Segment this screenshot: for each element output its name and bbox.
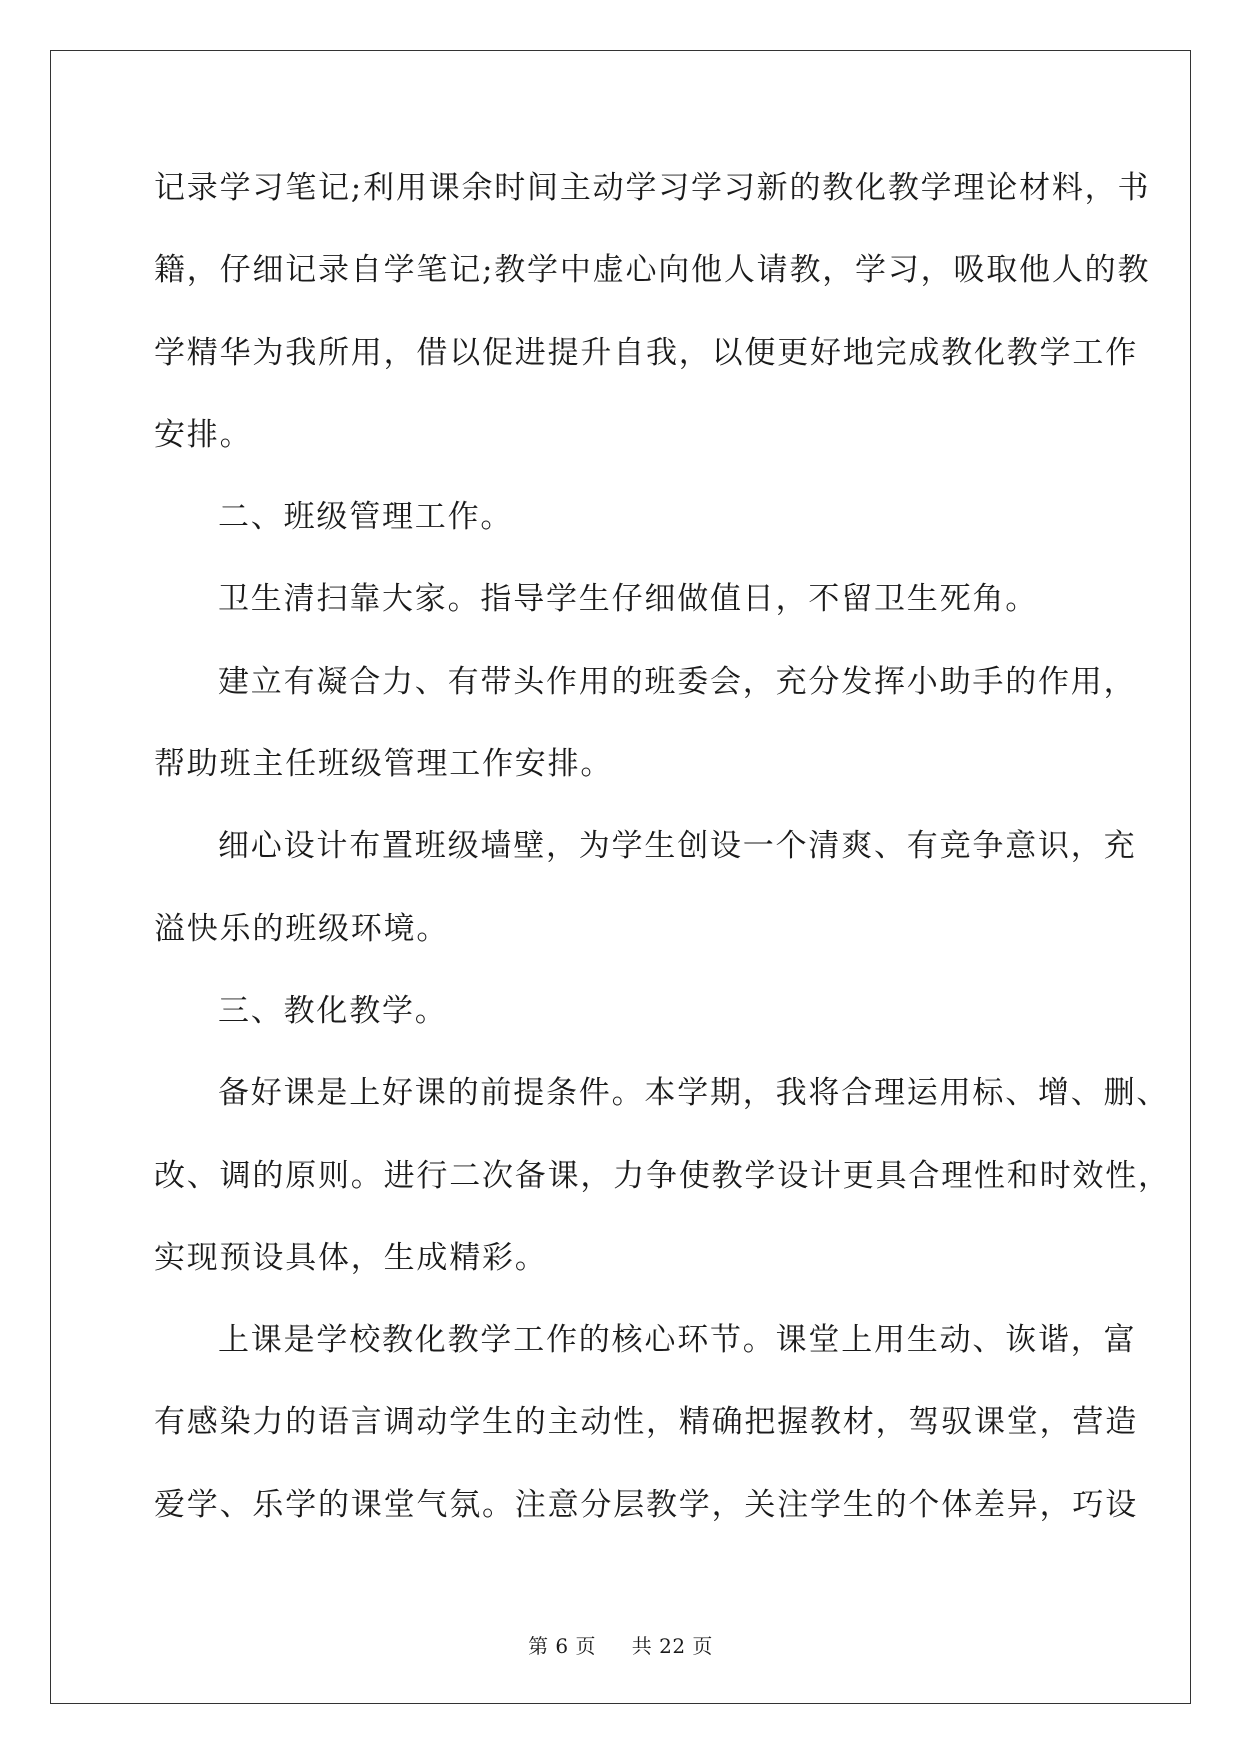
page-number-current: 第 6 页 xyxy=(528,1634,597,1658)
text-line-17: 爱学、乐学的课堂气氛。注意分层教学，关注学生的个体差异，巧设 xyxy=(154,1486,1138,1523)
section-heading-class-management: 二、班级管理工作。 xyxy=(218,499,514,536)
page-footer xyxy=(0,1630,1241,1659)
document-body xyxy=(154,160,1171,1559)
text-line-8: 帮助班主任班级管理工作安排。 xyxy=(154,746,614,783)
text-line-12: 备好课是上好课的前提条件。本学期，我将合理运用标、增、删、 xyxy=(218,1075,1170,1112)
text-line-9: 细心设计布置班级墙壁，为学生创设一个清爽、有竞争意识，充 xyxy=(218,828,1137,865)
text-line-2: 籍，仔细记录自学笔记;教学中虚心向他人请教，学习，吸取他人的教 xyxy=(154,252,1151,289)
text-line-15: 上课是学校教化教学工作的核心环节。课堂上用生动、诙谐，富 xyxy=(218,1322,1137,1359)
text-line-6: 卫生清扫靠大家。指导学生仔细做值日，不留卫生死角。 xyxy=(218,581,1038,618)
text-line-10: 溢快乐的班级环境。 xyxy=(154,910,450,947)
text-line-3: 学精华为我所用，借以促进提升自我，以便更好地完成教化教学工作 xyxy=(154,334,1138,371)
page-number-total: 共 22 页 xyxy=(631,1634,713,1658)
text-line-4: 安排。 xyxy=(154,416,253,453)
section-heading-teaching: 三、教化教学。 xyxy=(218,992,448,1029)
text-line-7: 建立有凝合力、有带头作用的班委会，充分发挥小助手的作用， xyxy=(218,663,1137,700)
text-line-14: 实现预设具体，生成精彩。 xyxy=(154,1239,548,1276)
text-line-1: 记录学习笔记;利用课余时间主动学习学习新的教化教学理论材料，书 xyxy=(154,170,1151,206)
text-line-16: 有感染力的语言调动学生的主动性，精确把握教材，驾驭课堂，营造 xyxy=(154,1404,1138,1441)
text-line-13: 改、调的原则。进行二次备课，力争使教学设计更具合理性和时效性， xyxy=(154,1157,1171,1194)
